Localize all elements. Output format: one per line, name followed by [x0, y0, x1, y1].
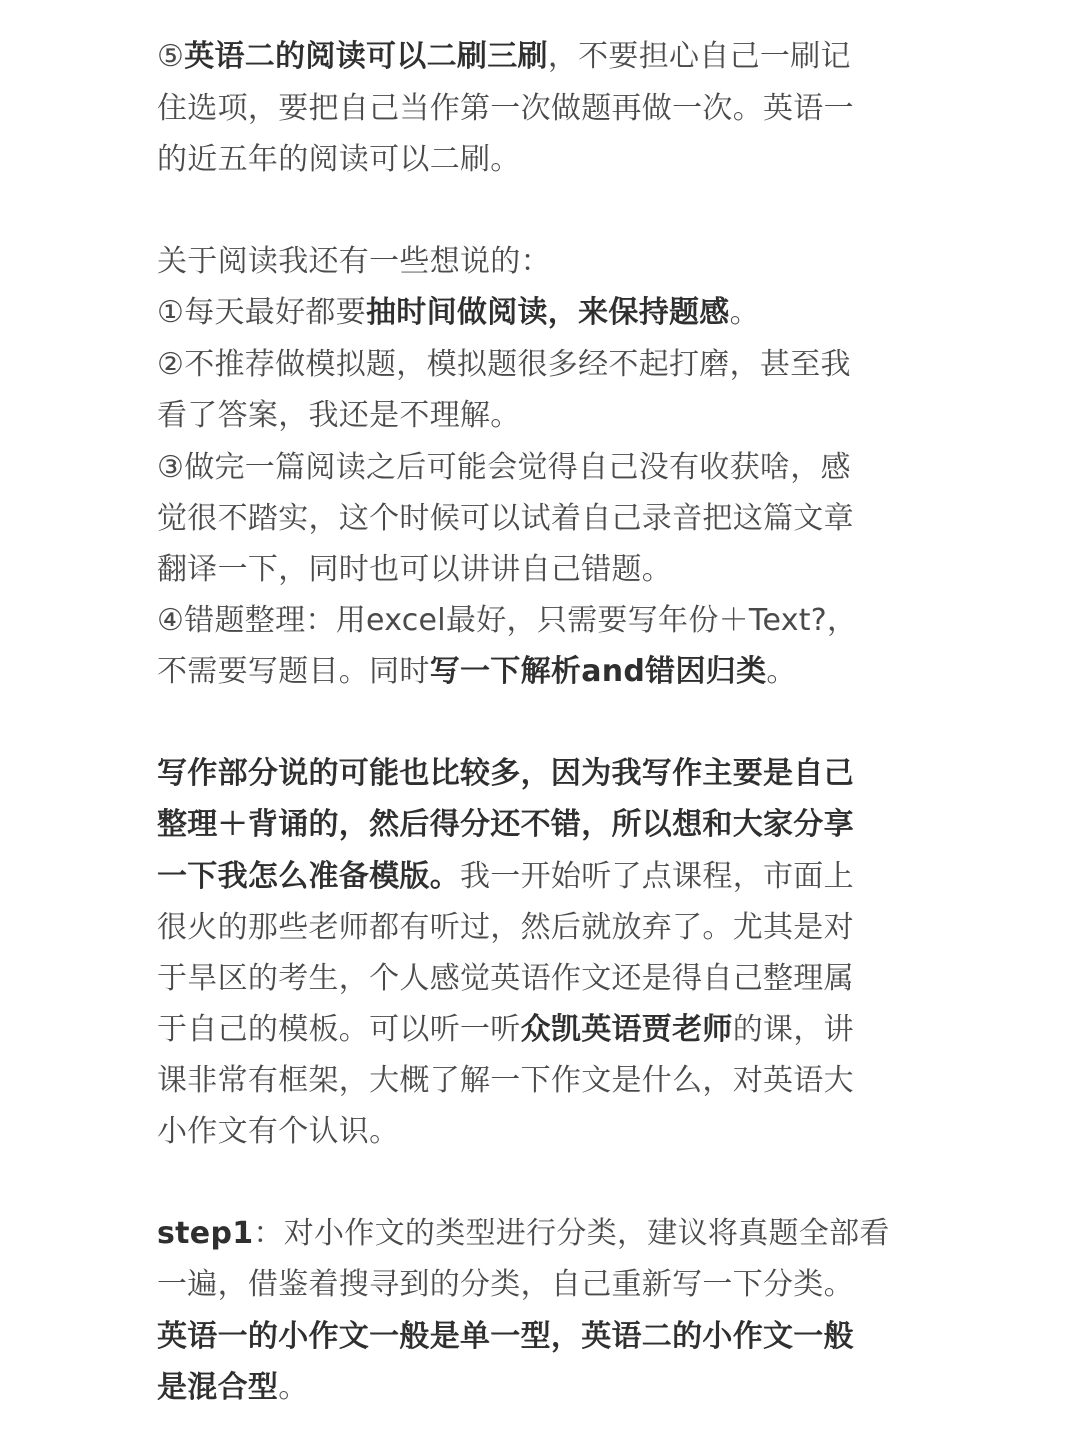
text-run: ②不推荐做模拟题，模拟题很多经不起打磨，甚至我 [157, 347, 851, 382]
reading-intro [157, 236, 551, 287]
bold-text-run: 抽时间做阅读，来保持题感 [366, 295, 730, 330]
text-run: ，不要担心自己一刷记 [547, 39, 851, 74]
text-run: 小作文有个认识。 [157, 1114, 400, 1149]
text-run: 住选项，要把自己当作第一次做题再做一次。英语一 [157, 91, 854, 126]
reading-tip4-line2 [157, 646, 797, 697]
text-run: 很火的那些老师都有听过，然后就放弃了。尤其是对 [157, 910, 854, 945]
bold-text-run: step1 [157, 1216, 254, 1251]
text-run: 的近五年的阅读可以二刷。 [157, 142, 521, 177]
text-run: 关于阅读我还有一些想说的： [157, 244, 551, 279]
reading-tip1 [157, 287, 760, 338]
text-run: 觉很不踏实，这个时候可以试着自己录音把这篇文章 [157, 501, 854, 536]
reading-tip4-line1 [157, 595, 857, 646]
writing-para-line5 [157, 953, 854, 1004]
text-run: ①每天最好都要 [157, 295, 366, 330]
bold-text-run: 英语二的阅读可以二刷三刷 [184, 39, 548, 74]
text-run: 。 [278, 1370, 309, 1405]
text-run: 的课，讲 [732, 1012, 854, 1047]
reading-tip3-line3 [157, 544, 672, 595]
writing-para-line7 [157, 1055, 854, 1106]
text-run: ③做完一篇阅读之后可能会觉得自己没有收获啥，感 [157, 450, 851, 485]
text-run: ：对小作文的类型进行分类，建议将真题全部看 [253, 1216, 890, 1251]
text-run: 翻译一下，同时也可以讲讲自己错题。 [157, 552, 673, 587]
reading-tip2-line2 [157, 390, 521, 441]
reading-item5-line3 [157, 134, 521, 185]
text-run: 我一开始听了点课程，市面上 [460, 859, 854, 894]
text-run: ⑤ [157, 39, 185, 74]
text-run: 不需要写题目。同时 [157, 654, 430, 689]
reading-tip3-line1 [157, 442, 851, 493]
bold-text-run: 整理＋背诵的，然后得分还不错，所以想和大家分享 [157, 807, 854, 842]
text-run: 看了答案，我还是不理解。 [157, 398, 521, 433]
bold-text-run: 写一下解析and错因归类 [429, 654, 767, 689]
reading-item5-line2 [157, 83, 854, 134]
reading-item5-line1 [157, 31, 851, 82]
writing-step1-line2 [157, 1259, 854, 1310]
bold-text-run: 是混合型 [157, 1370, 279, 1405]
bold-text-run: 英语一的小作文一般是单一型，英语二的小作文一般 [157, 1319, 854, 1354]
text-run: 。 [766, 654, 797, 689]
bold-text-run: 一下我怎么准备模版。 [157, 859, 460, 894]
text-run: 一遍，借鉴着搜寻到的分类，自己重新写一下分类。 [157, 1267, 854, 1302]
text-run: 课非常有框架，大概了解一下作文是什么，对英语大 [157, 1063, 854, 1098]
writing-step1-line1 [157, 1208, 890, 1259]
writing-para-line4 [157, 902, 854, 953]
writing-step1-line3 [157, 1311, 854, 1362]
reading-tip2-line1 [157, 339, 851, 390]
text-run: 于旱区的考生，个人感觉英语作文还是得自己整理属 [157, 961, 854, 996]
text-run: 于自己的模板。可以听一听 [157, 1012, 521, 1047]
reading-tip3-line2 [157, 493, 854, 544]
text-run: 。 [729, 295, 760, 330]
writing-step1-line4 [157, 1362, 309, 1413]
bold-text-run: 写作部分说的可能也比较多，因为我写作主要是自己 [157, 756, 854, 791]
writing-para-line2 [157, 799, 854, 850]
writing-para-line6 [157, 1004, 854, 1055]
text-run: ④错题整理：用excel最好，只需要写年份＋Text?， [157, 603, 858, 638]
writing-para-line3 [157, 851, 854, 902]
writing-para-line1 [157, 748, 854, 799]
writing-para-line8 [157, 1106, 399, 1157]
bold-text-run: 众凯英语贾老师 [520, 1012, 733, 1047]
